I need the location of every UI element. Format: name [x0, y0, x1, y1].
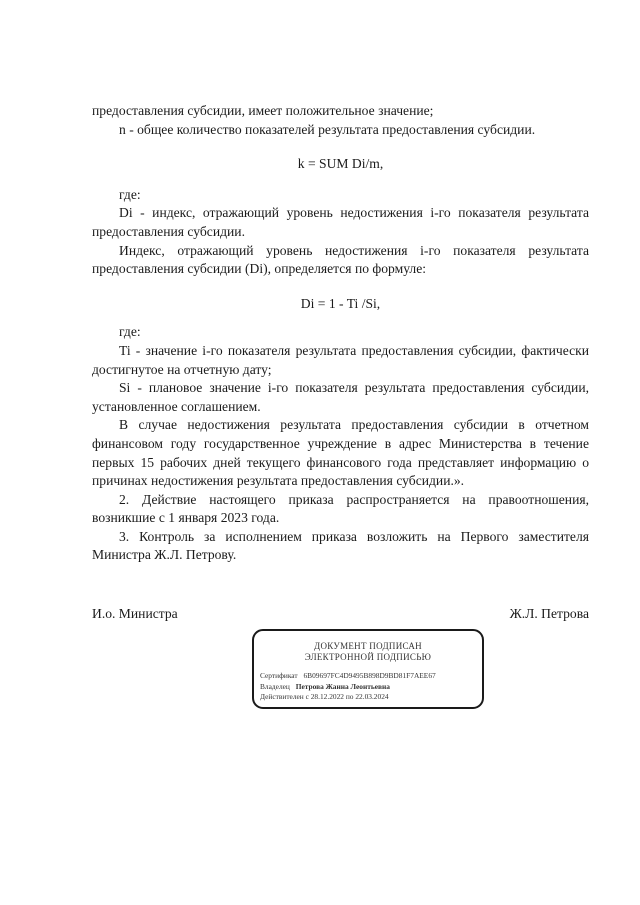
- stamp-owner-label: Владелец: [260, 681, 290, 691]
- signatory-name: Ж.Л. Петрова: [509, 606, 589, 622]
- stamp-owner-row: [260, 682, 482, 693]
- paragraph-index-formula-intro: Индекс, отражающий уровень недостижения i-го показателя результата предоставления субсидии (Di), определяется по формуле:: [92, 242, 589, 277]
- paragraph-effective-date: 2. Действие настоящего приказа распространяется на правоотношения, возникшие с 1 января 2023 года.: [92, 491, 589, 526]
- electronic-signature-stamp: [252, 629, 484, 709]
- stamp-title: [254, 641, 482, 663]
- where-label-2: где:: [119, 324, 141, 340]
- stamp-validity-row: Действителен с 28.12.2022 по 22.03.2024: [260, 692, 389, 701]
- signature-block: [92, 605, 589, 624]
- stamp-certificate-row: [260, 671, 482, 682]
- signatory-position: И.о. Министра: [92, 606, 178, 622]
- stamp-owner-value: Петрова Жанна Леонтьевна: [295, 681, 390, 691]
- stamp-details: [254, 671, 482, 703]
- stamp-title-line1: ДОКУМЕНТ ПОДПИСАН: [314, 641, 422, 651]
- paragraph-di-definition: Di - индекс, отражающий уровень недостижения i-го показателя результата предоставления субсидии.: [92, 205, 589, 239]
- formula-di: Di = 1 - Ti /Si,: [300, 295, 381, 311]
- paragraph-control: 3. Контроль за исполнением приказа возложить на Первого заместителя Министра Ж.Л. Петрову.: [92, 528, 589, 563]
- document-page: [92, 102, 589, 624]
- paragraph-si-definition: Si - плановое значение i-го показателя результата предоставления субсидии, установленное соглашением.: [92, 380, 589, 414]
- stamp-certificate-label: Сертификат: [260, 671, 298, 680]
- where-label: где:: [119, 186, 141, 202]
- stamp-certificate-value: 6B09697FC4D9495B898D9BD81F7AEE67: [303, 671, 436, 680]
- paragraph-ti-definition: Ti - значение i-го показателя результата предоставления субсидии, фактически достигнутое на отчетную дату;: [92, 342, 589, 377]
- stamp-title-line2: ЭЛЕКТРОННОЙ ПОДПИСЬЮ: [304, 652, 432, 662]
- paragraph-failure-reporting: В случае недостижения результата предоставления субсидии в отчетном финансовом году государственное учреждение в адрес Министерства в течение первых 15 рабочих дней текущего финансового года представляет информацию о причинах недостижения результата предоставления субсидии.».: [92, 417, 589, 489]
- paragraph-n-definition: n - общее количество показателей результата предоставления субсидии.: [119, 121, 536, 137]
- paragraph-continuation: предоставления субсидии, имеет положительное значение;: [92, 103, 434, 118]
- formula-k: k = SUM Di/m,: [297, 156, 384, 172]
